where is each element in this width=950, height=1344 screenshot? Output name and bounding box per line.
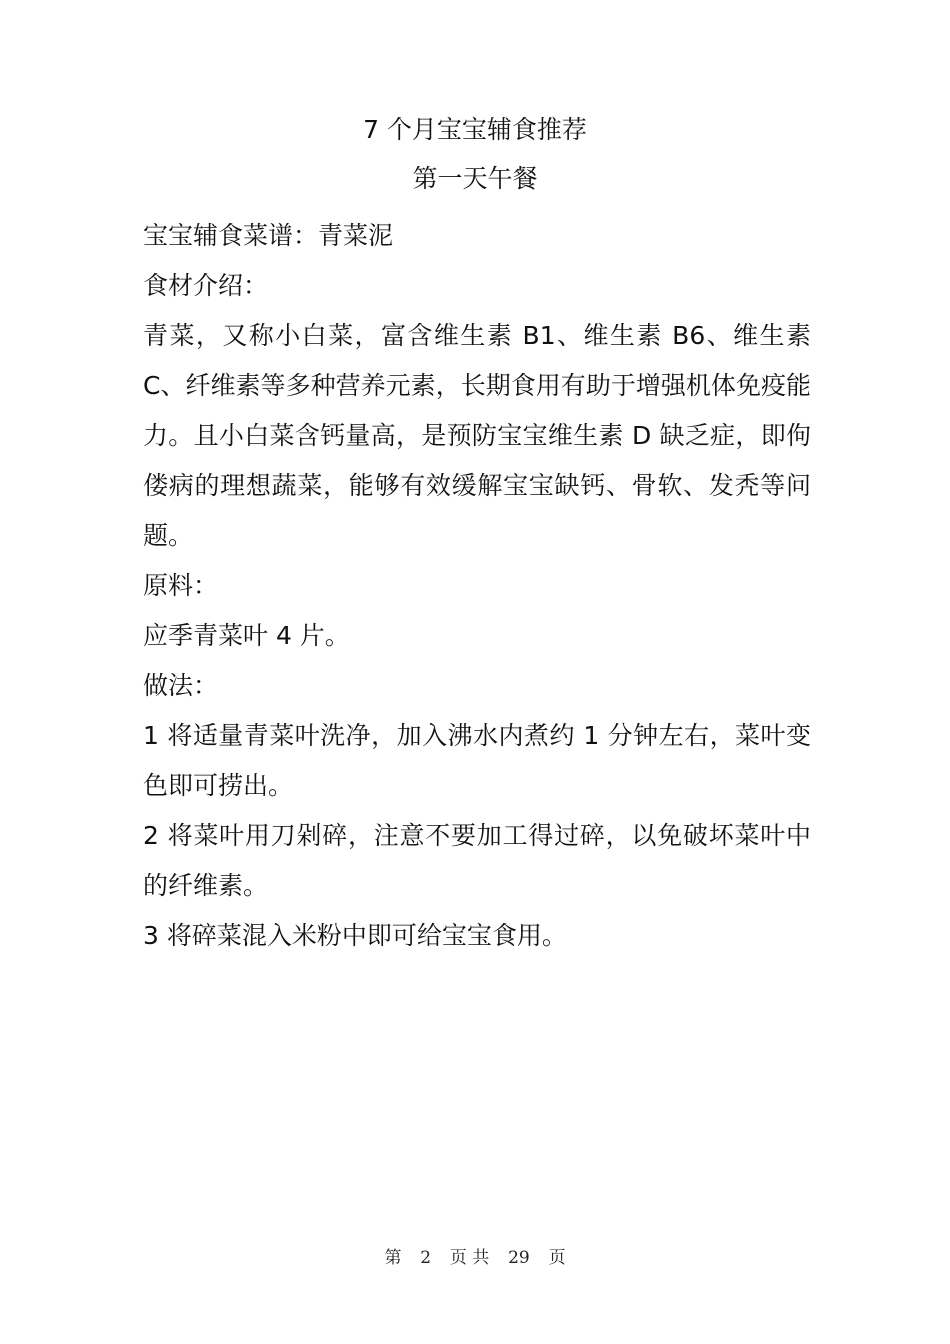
page-footer	[0, 1246, 950, 1270]
method-heading: 做法：	[143, 671, 219, 700]
materials-line: 应季青菜叶 4 片。	[143, 621, 350, 650]
current-page-number: 2	[420, 1248, 432, 1268]
method-step-1: 1 将适量青菜叶洗净，加入沸水内煮约 1 分钟左右，菜叶变色即可捞出。	[143, 721, 811, 800]
ingredient-intro-heading: 食材介绍：	[143, 271, 269, 300]
method-step-2: 2 将菜叶用刀剁碎，注意不要加工得过碎，以免破坏菜叶中的纤维素。	[143, 821, 811, 900]
page-label-prefix: 第	[384, 1248, 402, 1268]
document-title: 7 个月宝宝辅食推荐	[363, 115, 587, 144]
page-label-suffix: 页	[548, 1248, 566, 1268]
document-body	[143, 211, 811, 961]
page-label-mid: 页 共	[449, 1248, 490, 1268]
document-subtitle: 第一天午餐	[412, 164, 538, 193]
total-pages-number: 29	[508, 1248, 530, 1268]
method-step-3: 3 将碎菜混入米粉中即可给宝宝食用。	[143, 921, 567, 950]
materials-heading: 原料：	[143, 571, 219, 600]
ingredient-intro-paragraph: 青菜，又称小白菜，富含维生素 B1、维生素 B6、维生素 C、纤维素等多种营养元素，长期食用有助于增强机体免疫能力。且小白菜含钙量高，是预防宝宝维生素 D 缺乏症，即佝偻病的理想蔬菜，能够有效缓解宝宝缺钙、骨软、发秃等问题。	[143, 321, 811, 550]
recipe-name-line: 宝宝辅食菜谱：青菜泥	[143, 221, 394, 250]
